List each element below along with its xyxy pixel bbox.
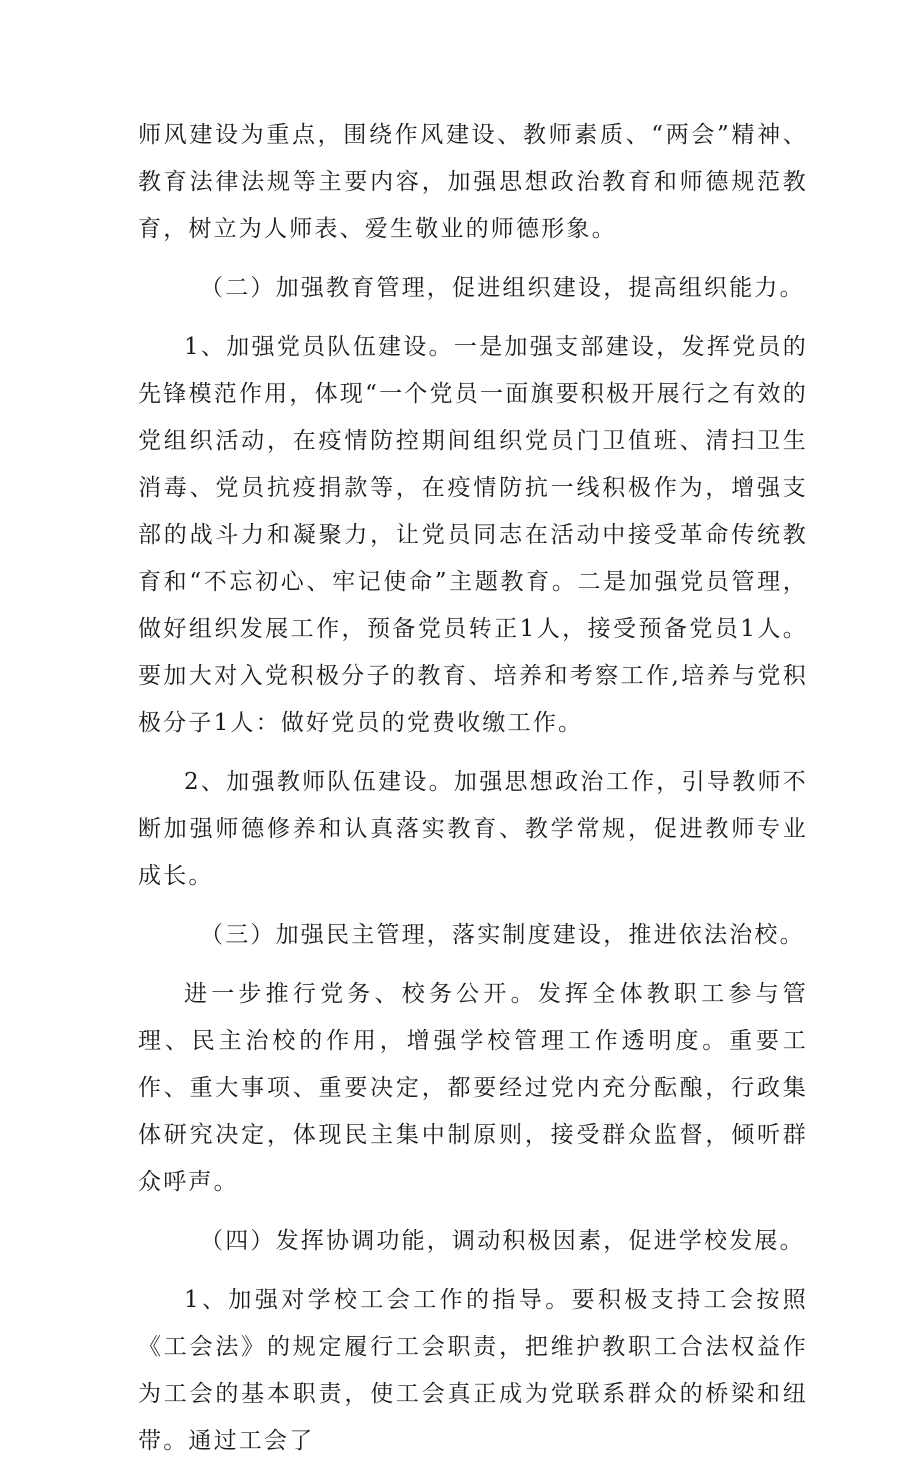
paragraph-openness: 进一步推行党务、校务公开。发挥全体教职工参与管理、民主治校的作用，增强学校管理工作透明度。重要工作、重大事项、重要决定，都要经过党内充分酝酿，行政集体研究决定，体现民主集中制原则，接受群众监督，倾听群众呼声。	[138, 981, 808, 1195]
paragraph-teacher-ethics: 师风建设为重点，围绕作风建设、教师素质、“两会”精神、教育法律法规等主要内容，加强思想政治教育和师德规范教育，树立为人师表、爱生敬业的师德形象。	[138, 122, 808, 242]
document-body	[138, 112, 808, 1477]
section-heading-3: （三）加强民主管理，落实制度建设，推进依法治校。	[200, 922, 805, 948]
paragraph-party-member-team: 1、加强党员队伍建设。一是加强支部建设，发挥党员的先锋模范作用，体现“一个党员一面旗要积极开展行之有效的党组织活动，在疫情防控期间组织党员门卫值班、清扫卫生消毒、党员抗疫捐款等，在疫情防抗一线积极作为，增强支部的战斗力和凝聚力，让党员同志在活动中接受革命传统教育和“不忘初心、牢记使命”主题教育。二是加强党员管理，做好组织发展工作，预备党员转正1人，接受预备党员1人。要加大对入党积极分子的教育、培养和考察工作,培养与党积极分子1人：做好党员的党费收缴工作。	[138, 334, 808, 736]
section-heading-4: （四）发挥协调功能，调动积极因素，促进学校发展。	[200, 1228, 805, 1254]
section-heading-2: （二）加强教育管理，促进组织建设，提高组织能力。	[200, 275, 805, 301]
paragraph-teacher-team: 2、加强教师队伍建设。加强思想政治工作，引导教师不断加强师德修养和认真落实教育、教学常规，促进教师专业成长。	[138, 769, 808, 889]
paragraph-union-guidance: 1、加强对学校工会工作的指导。要积极支持工会按照《工会法》的规定履行工会职责，把维护教职工合法权益作为工会的基本职责，使工会真正成为党联系群众的桥梁和纽带。通过工会了	[138, 1287, 808, 1454]
